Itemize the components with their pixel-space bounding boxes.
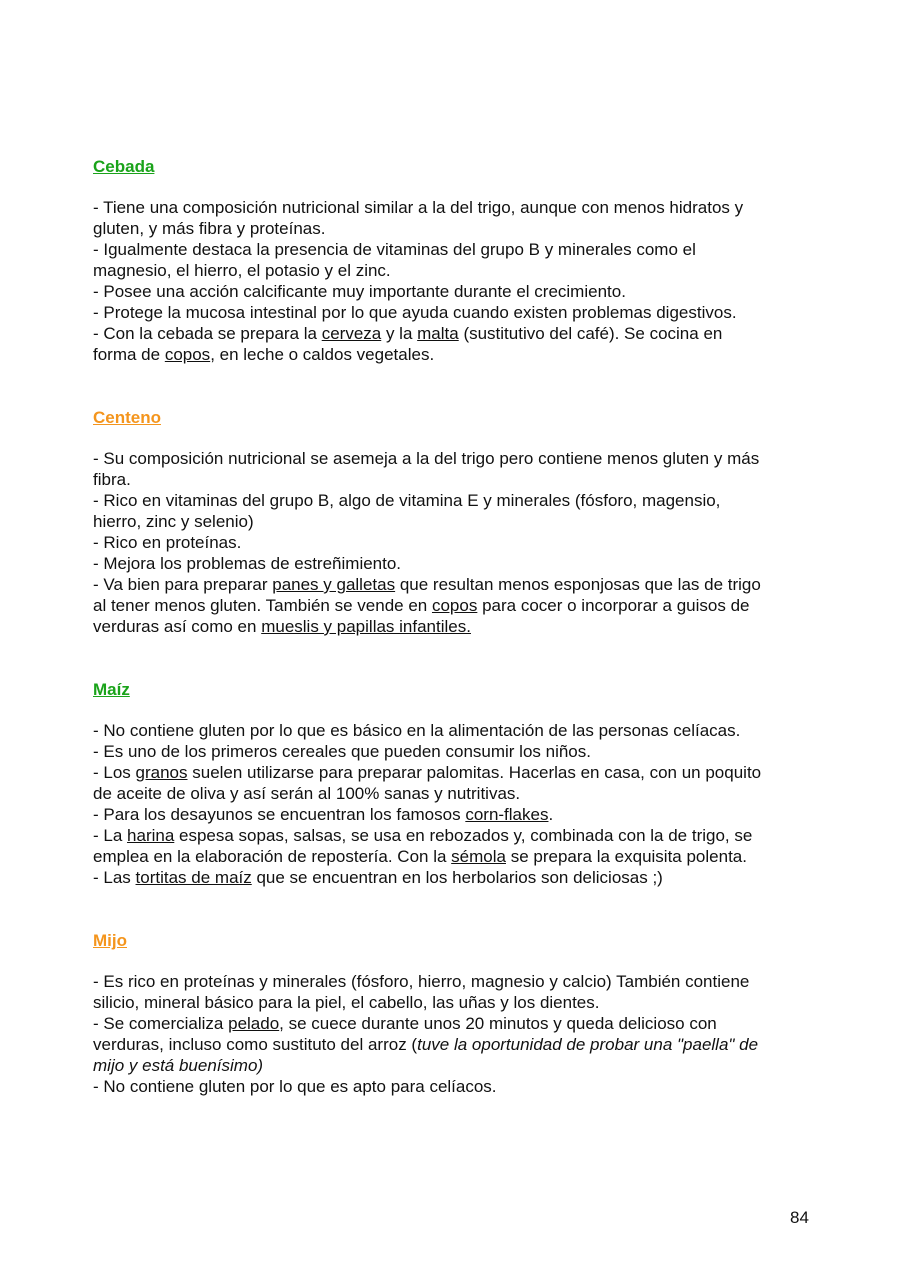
paragraph-line: mijo y está buenísimo)	[93, 1056, 264, 1075]
paragraph-line: - Las tortitas de maíz que se encuentran en los herbolarios son deliciosas ;)	[93, 868, 663, 887]
document-body	[93, 156, 823, 1097]
section-cebada	[93, 156, 823, 365]
paragraph-line: - Mejora los problemas de estreñimiento.	[93, 554, 402, 573]
paragraph-line: - Rico en vitaminas del grupo B, algo de vitamina E y minerales (fósforo, magensio,	[93, 491, 721, 510]
paragraph-line: forma de copos, en leche o caldos vegetales.	[93, 345, 435, 364]
paragraph-line: - No contiene gluten por lo que es básico en la alimentación de las personas celíacas.	[93, 721, 741, 740]
paragraph-line: de aceite de oliva y así serán al 100% sanas y nutritivas.	[93, 784, 521, 803]
underlined-term: copos	[431, 596, 478, 615]
paragraph-line: - Rico en proteínas.	[93, 533, 242, 552]
paragraph-line: verduras, incluso como sustituto del arroz (tuve la oportunidad de probar una "paella" de	[93, 1035, 759, 1054]
paragraph-line: gluten, y más fibra y proteínas.	[93, 219, 326, 238]
paragraph-line: verduras así como en mueslis y papillas infantiles.	[93, 617, 471, 636]
paragraph-line: - Tiene una composición nutricional similar a la del trigo, aunque con menos hidratos y	[93, 198, 744, 217]
paragraph-line: silicio, mineral básico para la piel, el cabello, las uñas y los dientes.	[93, 993, 600, 1012]
paragraph-line: - Protege la mucosa intestinal por lo que ayuda cuando existen problemas digestivos.	[93, 303, 737, 322]
paragraph-line: - Igualmente destaca la presencia de vitaminas del grupo B y minerales como el	[93, 240, 696, 259]
paragraph-line: - Posee una acción calcificante muy importante durante el crecimiento.	[93, 282, 626, 301]
underlined-term: pelado	[228, 1014, 280, 1033]
paragraph-line: magnesio, el hierro, el potasio y el zinc.	[93, 261, 391, 280]
italic-text: tuve la oportunidad de probar una "paella" de	[417, 1035, 759, 1054]
underlined-term: sémola	[451, 847, 506, 866]
underlined-term: tortitas de maíz	[135, 868, 252, 887]
underlined-term: cerveza	[321, 324, 382, 343]
paragraph-line: fibra.	[93, 470, 131, 489]
section-maiz	[93, 679, 823, 888]
paragraph-line: - Con la cebada se prepara la cerveza y la malta (sustitutivo del café). Se cocina en	[93, 324, 723, 343]
paragraph-line: al tener menos gluten. También se vende en copos para cocer o incorporar a guisos de	[93, 596, 750, 615]
section-mijo	[93, 930, 823, 1097]
paragraph-line: hierro, zinc y selenio)	[93, 512, 254, 531]
section-heading: Centeno	[93, 408, 161, 427]
paragraph-line: - Para los desayunos se encuentran los famosos corn-flakes.	[93, 805, 554, 824]
paragraph-line: - Va bien para preparar panes y galletas que resultan menos esponjosas que las de trigo	[93, 575, 761, 594]
underlined-term: panes y galletas	[272, 575, 396, 594]
paragraph-line: - Es uno de los primeros cereales que pueden consumir los niños.	[93, 742, 591, 761]
underlined-term: corn-flakes	[465, 805, 549, 824]
paragraph-line: - La harina espesa sopas, salsas, se usa en rebozados y, combinada con la de trigo, se	[93, 826, 753, 845]
section-centeno	[93, 407, 823, 637]
underlined-term: malta	[417, 324, 459, 343]
paragraph-line: - Es rico en proteínas y minerales (fósforo, hierro, magnesio y calcio) También contiene	[93, 972, 750, 991]
section-heading: Mijo	[93, 931, 127, 950]
page-number: 84	[790, 1208, 809, 1227]
paragraph-line: - No contiene gluten por lo que es apto para celíacos.	[93, 1077, 497, 1096]
underlined-term: granos	[135, 763, 188, 782]
underlined-term: mueslis y papillas infantiles.	[261, 617, 471, 636]
underlined-term: copos	[164, 345, 211, 364]
paragraph-line: emplea en la elaboración de repostería. Con la sémola se prepara la exquisita polenta.	[93, 847, 747, 866]
section-heading: Cebada	[93, 157, 155, 176]
section-heading: Maíz	[93, 680, 130, 699]
underlined-term: harina	[127, 826, 175, 845]
paragraph-line: - Su composición nutricional se asemeja a la del trigo pero contiene menos gluten y más	[93, 449, 760, 468]
paragraph-line: - Los granos suelen utilizarse para preparar palomitas. Hacerlas en casa, con un poquito	[93, 763, 762, 782]
paragraph-line: - Se comercializa pelado, se cuece durante unos 20 minutos y queda delicioso con	[93, 1014, 717, 1033]
